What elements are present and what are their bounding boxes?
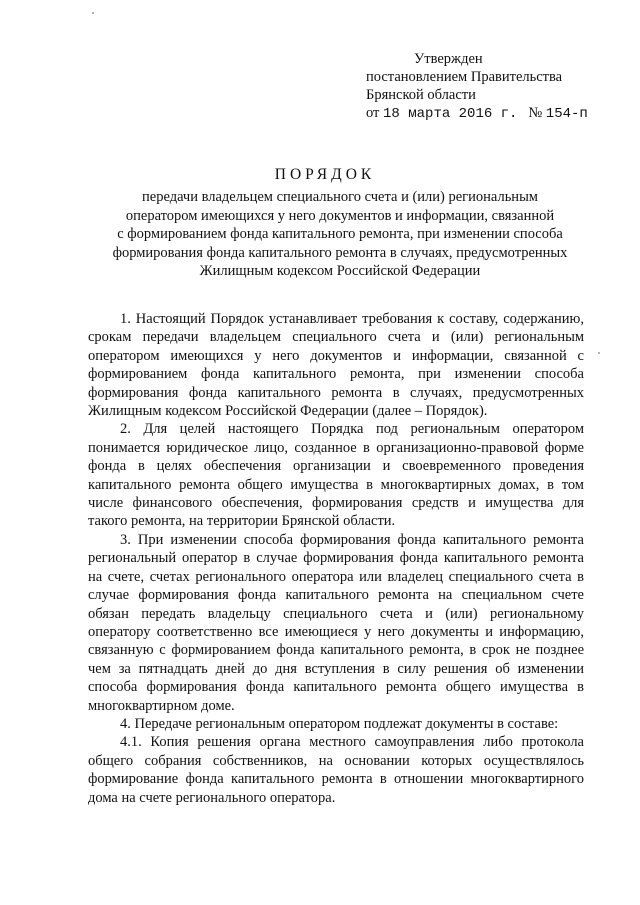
date-prefix: от [366, 105, 380, 121]
document-title: ПОРЯДОК [274, 166, 376, 183]
subtitle-line: с формированием фонда капитального ремонта, при изменении способа [117, 226, 563, 243]
approval-block [366, 50, 616, 123]
subtitle-line: формирования фонда капитального ремонта в случаях, предусмотренных [112, 244, 568, 261]
paragraph-2: 2. Для целей настоящего Порядка под региональным оператором понимается юридическое лицо, созданное в организационно-правовой форме фонда в целях обеспечения организации и своевременного проведения капитального ремонта общего имущества в многоквартирных домах, в том числе финансового обеспечения, формирования средств и имущества для такого ремонта, на территории Брянской области. [88, 421, 584, 530]
paragraph-1: 1. Настоящий Порядок устанавливает требования к составу, содержанию, срокам передачи владельцем специального счета и (или) региональным оператором имеющихся у него документов и информации, связанной с формированием фонда капитального ремонта, при изменении способа формирования фонда капитального ремонта в случаях, предусмотренных Жилищным кодексом Российской Федерации (далее – Порядок). [88, 311, 584, 420]
subtitle-line: оператором имеющихся у него документов и информации, связанной [125, 207, 555, 224]
subtitle-line: передачи владельцем специального счета и (или) региональным [142, 189, 538, 205]
document-body [88, 310, 584, 807]
approval-region-line: Брянской области [366, 87, 476, 103]
approval-heading: Утвержден [414, 51, 483, 67]
paragraph-4-1: 4.1. Копия решения органа местного самоуправления либо протокола общего собрания собственников, на основании которых осуществлялось формирование фонда капитального ремонта в отношении многоквартирного дома на счете регионального оператора. [88, 734, 584, 806]
paragraph-3: 3. При изменении способа формирования фонда капитального ремонта региональный оператор в случае формирования фонда капитального ремонта на счете, счетах регионального оператора или владелец специального счета в случае формирования фонда капитального ремонта на специальном счете обязан передать владельцу специального счета и (или) региональному оператору соответственно все имеющиеся у него документы и информацию, связанную с формированием фонда капитального ремонта, в срок не позднее чем за пятнадцать дней до дня вступления в силу решения об изменении способа формирования фонда капитального ремонта общего имущества в многоквартирном доме. [88, 531, 584, 714]
approval-date-line [366, 104, 616, 123]
scan-speck [92, 12, 94, 14]
number-sign: № [528, 105, 543, 121]
decree-number: 154-п [545, 106, 588, 122]
approval-decree-line: постановлением Правительства [366, 69, 563, 85]
decree-date: 18 марта 2016 г. [383, 106, 518, 122]
document-subtitle [90, 188, 590, 281]
subtitle-line: Жилищным кодексом Российской Федерации [199, 263, 481, 280]
paragraph-4: 4. Передаче региональным оператором подлежат документы в составе: [120, 715, 559, 732]
scan-speck [598, 352, 600, 354]
